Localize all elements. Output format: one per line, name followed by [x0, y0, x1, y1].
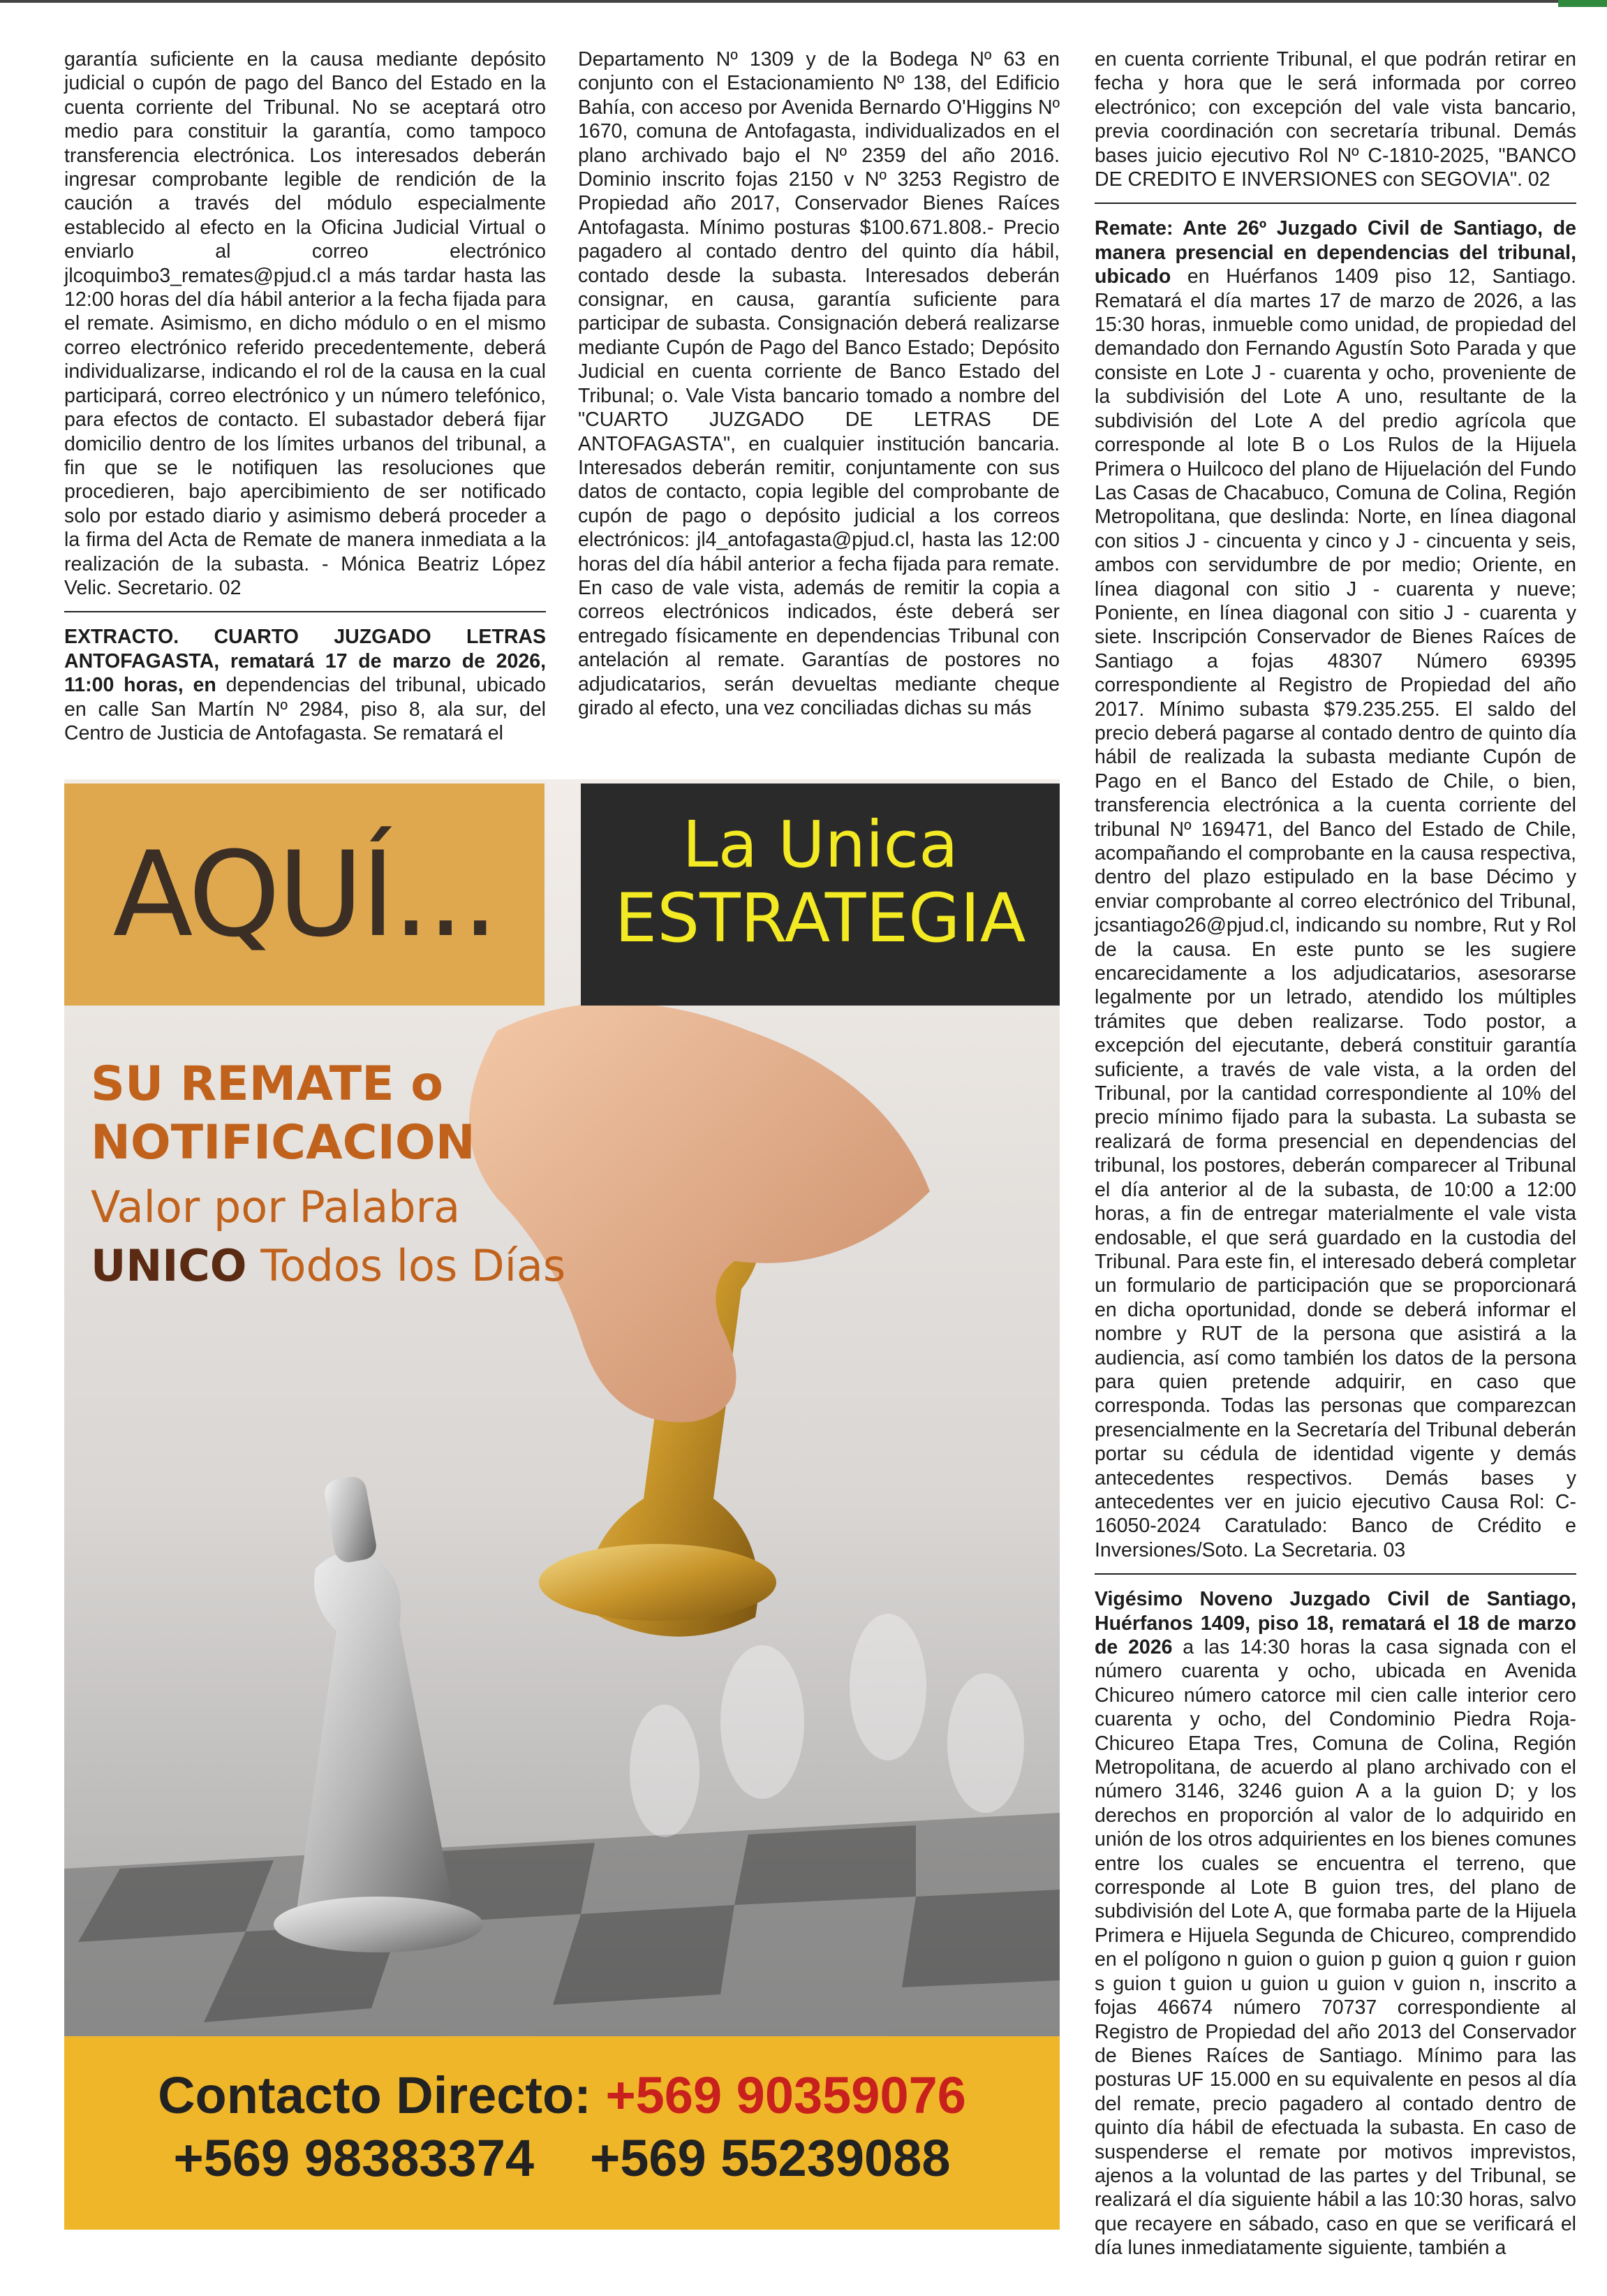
ad-headline-1: SU REMATE o: [91, 1057, 443, 1112]
top-rule: [0, 0, 1607, 3]
ad-contact-bar: [64, 2036, 1060, 2230]
notice-29-juzgado-heading: Vigésimo Noveno Juzgado Civil de Santiago, Huérfanos 1409, piso 18, rematará el 18 de marzo de 2026: [1095, 1588, 1576, 1658]
column-3: [1095, 47, 1576, 2260]
ad-copy: [91, 1055, 565, 1295]
notice-antofagasta-heading: EXTRACTO. CUARTO JUZGADO LETRAS ANTOFAGASTA, rematará 17 de marzo de 2026, 11:00 horas, en: [64, 626, 546, 697]
column-1: [64, 47, 546, 745]
advertisement: [64, 779, 1060, 2230]
ad-phone-1[interactable]: +569 90359076: [605, 2066, 966, 2124]
notice-26-juzgado-heading: Remate: Ante 26º Juzgado Civil de Santiago, de manera presencial en dependencias del tribunal, ubicado: [1095, 217, 1576, 288]
notice-antofagasta-body: dependencias del tribunal, ubicado en calle San Martín Nº 2984, piso 8, ala sur, del Centro de Justicia de Antofagasta. Se rematará el: [64, 674, 546, 744]
ad-subline-1: Valor por Palabra: [91, 1182, 461, 1232]
ad-contact-line-2: [64, 2127, 1060, 2190]
notice-antofagasta-end: en cuenta corriente Tribunal, el que podrán retirar en fecha y hora que le será informada por correo electrónico; con excepción del vale vista bancario, previa coordinación con secretaría tribunal. Demás bases juicio ejecutivo Rol Nº C-1810-2025, "BANCO DE CREDITO E INVERSIONES con SEGOVIA". 02: [1095, 48, 1576, 191]
ad-aqui-text: AQUÍ...: [112, 826, 496, 963]
notice-separator: [1095, 203, 1576, 204]
notice-29-juzgado: [1095, 1587, 1576, 2260]
notice-separator: [1095, 1573, 1576, 1575]
ad-contact-line-1: [64, 2064, 1060, 2127]
column-2: [578, 47, 1060, 720]
ad-estrategia-text: ESTRATEGIA: [614, 879, 1026, 957]
ad-tag-estrategia: [581, 783, 1060, 1006]
ad-subline-2-rest: Todos los Días: [246, 1240, 566, 1291]
notice-separator: [64, 611, 546, 612]
notice-continuation-coquimbo: garantía suficiente en la causa mediante depósito judicial o cupón de pago del Banco del Estado en la cuenta corriente del Tribunal. No se aceptará otro medio para constituir la garantía, como tampoco transferencia electrónica. Los interesados deberán ingresar comprobante legible de rendición de la caución a través del módulo especialmente establecido al efecto en la Oficina Judicial Virtual o enviarlo al correo electrónico jlcoquimbo3_remates@pjud.cl a más tardar hasta las 12:00 horas del día hábil anterior a la fecha fijada para el remate. Asimismo, en dicho módulo o en el mismo correo electrónico referido precedentemente, deberá individualizarse, indicando el rol de la causa en la cual participará, correo electrónico y un número telefónico, para efectos de contacto. El subastador deberá fijar domicilio dentro de los límites urbanos del tribunal, a fin que se le notifiquen las resoluciones que procedieren, bajo apercibimiento de ser notificado solo por estado diario y asimismo deberá proceder a la firma del Acta de Remate de manera inmediata a la realización de la subasta. - Mónica Beatriz López Velic. Secretario. 02: [64, 48, 546, 599]
notice-antofagasta-continuation: Departamento Nº 1309 y de la Bodega Nº 63 en conjunto con el Estacionamiento Nº 138, del Edificio Bahía, con acceso por Avenida Bernardo O'Higgins Nº 1670, comuna de Antofagasta, individualizados en el plano archivado bajo el Nº 2359 del año 2016. Dominio inscrito fojas 2150 v Nº 3253 Registro de Propiedad año 2017, Conservador Bienes Raíces Antofagasta. Mínimo posturas $100.671.808.- Precio pagadero al contado dentro del quinto día hábil, contado desde la subasta. Interesados deberán consignar, en causa, garantía suficiente para participar de subasta. Consignación deberá realizarse mediante Cupón de Pago del Banco Estado; Depósito Judicial en cuenta corriente de Banco Estado del Tribunal; o. Vale Vista bancario tomado a nombre del "CUARTO JUZGADO DE LETRAS DE ANTOFAGASTA", en cualquier institución bancaria. Interesados deberán remitir, conjuntamente con sus datos de contacto, copia legible del comprobante de cupón de pago o depósito judicial a los correos electrónicos: jl4_antofagasta@pjud.cl, hasta las 12:00 horas del día hábil anterior a fecha fijada para remate. En caso de vale vista, además de remitir la copia a correos electrónicos indicados, éste deberá ser entregado físicamente en dependencias Tribunal con antelación al remate. Garantías de postores no adjudicatarios, serán devueltas mediante cheque girado al efecto, una vez conciliadas dichas su más: [578, 48, 1060, 719]
ad-headline-2: NOTIFICACION: [91, 1115, 475, 1170]
notice-26-juzgado-body: en Huérfanos 1409 piso 12, Santiago. Rematará el día martes 17 de marzo de 2026, a las 15:30 horas, inmueble como unidad, de propiedad del demandado don Fernando Agustín Soto Parada y que consiste en Lote J - cuarenta y ocho, proveniente de la subdivisión del Lote A uno, resultante de la subdivisión del Lote A del predio agrícola que corresponde al lote B o Los Rulos de la Hijuela Primera o Huilcoco del plano de Hijuelación del Fundo Las Casas de Chacabuco, Comuna de Colina, Región Metropolitana, que deslinda: Norte, en línea diagonal con sitios J - cincuenta y cinco y J - cincuenta y seis, ambos con servidumbre de por medio; Oriente, en línea diagonal con sitio J - cuarenta y nueve; Poniente, en línea diagonal con sitio J - cuarenta y siete. Inscripción Conservador de Bienes Raíces de Santiago a fojas 48307 Número 69395 correspondiente al Registro de Propiedad del año 2017. Mínimo subasta $79.235.255. El saldo del precio deberá pagarse al contado dentro de quinto día hábil de realizada la subasta mediante Cupón de Pago en el Banco del Estado de Chile, o bien, transferencia electrónica a la cuenta corriente del tribunal Nº 169471, del Banco del Estado de Chile, acompañando el comprobante en la causa respectiva, dentro del plazo estipulado en la base Décimo y enviar comprobante al correo electrónico del Tribunal, jcsantiago26@pjud.cl, indicando su nombre, Rut y Rol de la causa. En este punto se les sugiere encarecidamente a los adjudicatarios, asesorarse legalmente por un letrado, atendido los múltiples trámites que deben realizarse. Todo postor, a excepción del ejecutante, deberá constituir garantía suficiente, a través de vale vista, a la orden del Tribunal, por la cantidad correspondiente al 10% del precio mínimo fijado para la subasta. La subasta se realizará de forma presencial en dependencias del tribunal, los postores, deberán comparecer al Tribunal el día anterior al de la subasta, de 10:00 a 12:00 horas, a fin de entregar materialmente el vale vista endosable, el que será guardado en la custodia del Tribunal. Para este fin, el interesado deberá completar un formulario de participación que se proporcionará en dicha oportunidad, donde se deberá informar el nombre y RUT de la persona que asistirá a la audiencia, así como también los datos de la persona para quien pretende adquirir, en caso que corresponda. Todas las personas que comparezcan presencialmente en la Secretaría del Tribunal deberán portar su cédula de identidad vigente y demás antecedentes respectivos. Demás bases y antecedentes ver en juicio ejecutivo Causa Rol: C-16050-2024 Caratulado: Banco de Crédito e Inversiones/Soto. La Secretaria. 03: [1095, 265, 1576, 1561]
ad-subline-2-strong: UNICO: [91, 1240, 247, 1291]
notice-29-juzgado-body: a las 14:30 horas la casa signada con el número cuarenta y ocho, ubicada en Avenida Chicureo número catorce mil cien calle interior cero cuarenta y ocho, del Condominio Piedra Roja-Chicureo Etapa Tres, Comuna de Colina, Región Metropolitana, de acuerdo al plano archivado con el número 3146, 3246 guion A a la guion D; y los derechos en proporción al valor de lo adquirido en unión de los otros adquirientes en los bienes comunes entre los cuales se encuentra el terreno, que corresponde al Lote B guion tres, del plano de subdivisión del Lote A, que formaba parte de la Hijuela Primera e Hijuela Segunda de Chicureo, comprendido en el polígono n guion o guion p guion q guion r guion s guion t guion u guion u guion v guion n, inscrito a fojas 46674 número 70737 correspondiente al Registro de Propiedad del año 2013 del Conservador de Bienes Raíces de Santiago. Mínimo para las posturas UF 15.000 en su equivalente en pesos al día del remate, precio pagadero al contado dentro de quinto día hábil de efectuada la subasta. En caso de suspenderse el remate por motivos imprevistos, ajenos a la voluntad de las partes y del Tribunal, se realizará el día siguiente hábil a las 10:30 horas, salvo que recayere en sábado, caso en que se verificará el día lunes inmediatamente siguiente, también a: [1095, 1636, 1576, 2260]
notice-antofagasta: [64, 625, 546, 745]
ad-subline-2: [91, 1237, 565, 1295]
ad-phone-3[interactable]: +569 55239088: [590, 2129, 951, 2187]
ad-phone-2[interactable]: +569 98383374: [173, 2129, 534, 2187]
ad-tag-aqui: [64, 783, 545, 1006]
top-rule-accent: [1558, 0, 1607, 7]
ad-contact-label: Contacto Directo:: [158, 2066, 606, 2124]
ad-unica-text: La Unica: [682, 807, 958, 882]
notice-26-juzgado: [1095, 216, 1576, 1562]
